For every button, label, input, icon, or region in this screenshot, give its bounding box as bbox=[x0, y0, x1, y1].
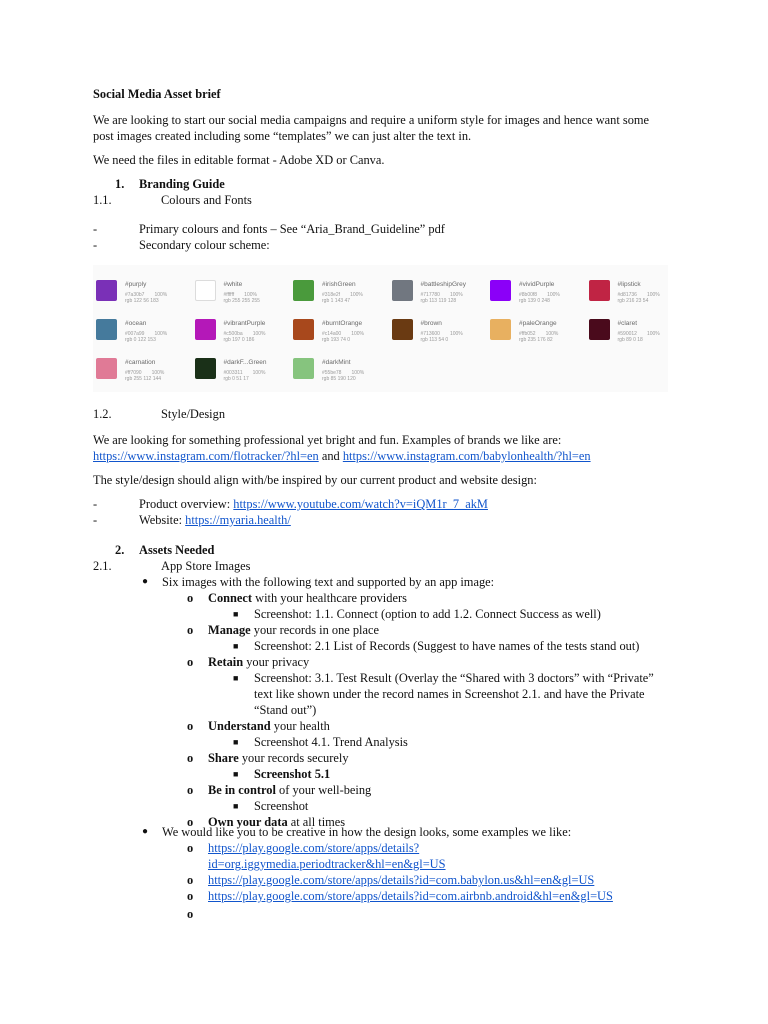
product-overview-link[interactable]: https://www.youtube.com/watch?v=iQM1r_7_akM bbox=[233, 497, 488, 511]
square-marker: ■ bbox=[233, 769, 239, 779]
colour-swatch bbox=[192, 312, 282, 344]
colour-name: #purply bbox=[125, 281, 147, 288]
primary-colours-line: Primary colours and fonts – See “Aria_Brand_Guideline” pdf bbox=[139, 222, 445, 236]
colour-hex-value: #ff7090 bbox=[125, 370, 142, 376]
colour-hex-value: #717780 bbox=[420, 292, 440, 298]
bullet-six-images: Six images with the following text and supported by an app image: bbox=[162, 575, 495, 589]
o-marker: o bbox=[187, 889, 194, 903]
section-2-heading: Assets Needed bbox=[139, 543, 215, 557]
section-1-number: 1. bbox=[115, 177, 125, 191]
colour-opacity: 100% bbox=[351, 331, 364, 337]
square-marker: ■ bbox=[233, 673, 239, 683]
colour-opacity: 100% bbox=[646, 292, 660, 298]
square-marker: ■ bbox=[233, 801, 239, 811]
subsection-2-1-number: 2.1. bbox=[93, 559, 112, 573]
colour-name: #irishGreen bbox=[322, 281, 356, 288]
colour-chip bbox=[392, 319, 413, 340]
section-1-heading: Branding Guide bbox=[139, 177, 225, 191]
website-label: Website: bbox=[139, 513, 183, 527]
colour-hex-value: #c500ba bbox=[223, 331, 243, 337]
dash-marker: - bbox=[93, 513, 98, 527]
colour-swatch bbox=[93, 273, 183, 305]
example-link-1a[interactable]: https://play.google.com/store/apps/details? bbox=[208, 841, 420, 855]
dash-marker: - bbox=[93, 497, 98, 511]
colour-rgb: rgb 197 0 186 bbox=[223, 337, 255, 343]
colour-name: #darkMint bbox=[322, 359, 351, 366]
colour-rgb: rgb 193 74 0 bbox=[322, 337, 351, 343]
colour-opacity: 100% bbox=[154, 331, 168, 337]
o-marker: o bbox=[187, 841, 194, 855]
colour-name: #vividPurple bbox=[519, 281, 555, 288]
colour-name: #darkF...Green bbox=[223, 359, 267, 366]
flo-instagram-link[interactable]: https://www.instagram.com/flotracker/?hl=en bbox=[93, 449, 319, 463]
colour-rgb: rgb 0 122 153 bbox=[125, 337, 156, 343]
colour-opacity: 100% bbox=[244, 292, 257, 298]
colour-chip bbox=[392, 280, 413, 301]
colour-opacity: 100% bbox=[646, 331, 660, 337]
colour-opacity: 100% bbox=[547, 292, 560, 298]
colour-hex-value: #007a99 bbox=[125, 331, 145, 337]
and-word: and bbox=[321, 449, 340, 463]
colour-swatch bbox=[290, 312, 380, 344]
colour-hex-value: #55be78 bbox=[322, 370, 342, 376]
colour-rgb: rgb 139 0 248 bbox=[519, 298, 550, 304]
colour-hex-value: #ffffff bbox=[223, 292, 235, 298]
o-marker: o bbox=[187, 751, 194, 765]
colour-hex-value: #c14a00 bbox=[322, 331, 342, 337]
style-text-1: We are looking for something professional yet bright and fun. Examples of brands we like are: bbox=[93, 433, 562, 447]
colour-hex-value: #590012 bbox=[617, 331, 637, 337]
colour-rgb: rgb 89 0 18 bbox=[617, 337, 643, 343]
colour-rgb: rgb 85 190 120 bbox=[322, 376, 356, 382]
colour-chip bbox=[96, 358, 117, 379]
colour-name: #ocean bbox=[125, 320, 147, 327]
document-title: Social Media Asset brief bbox=[93, 87, 221, 101]
subsection-1-1-label: Colours and Fonts bbox=[161, 193, 252, 207]
colour-name: #burntOrange bbox=[322, 320, 363, 327]
intro-line-1: We are looking to start our social media campaigns and require a uniform style for images and hence want some bbox=[93, 113, 650, 127]
colour-chip bbox=[293, 280, 314, 301]
colour-name: #claret bbox=[617, 320, 638, 327]
colour-rgb: rgb 113 119 128 bbox=[420, 298, 457, 304]
colour-rgb: rgb 1 143 47 bbox=[322, 298, 351, 304]
item-keyword: Connect bbox=[208, 591, 253, 605]
colour-swatch bbox=[192, 273, 282, 305]
item-keyword: Manage bbox=[208, 623, 251, 637]
colour-rgb: rgb 255 112 144 bbox=[125, 376, 162, 382]
screenshot-note: Screenshot: 3.1. Test Result (Overlay the “Shared with 3 doctors” with “Private” bbox=[254, 671, 654, 685]
app-store-item bbox=[208, 750, 349, 766]
colour-swatch bbox=[93, 312, 183, 344]
colour-chip bbox=[293, 319, 314, 340]
o-marker: o bbox=[187, 655, 194, 669]
screenshot-note: Screenshot bbox=[254, 799, 309, 813]
colour-swatch bbox=[290, 351, 380, 383]
colour-rgb: rgb 113 54 0 bbox=[420, 337, 449, 343]
colour-chip bbox=[589, 280, 610, 301]
colour-chip bbox=[195, 280, 216, 301]
colour-name: #lipstick bbox=[617, 281, 641, 288]
colour-chip bbox=[195, 358, 216, 379]
colour-swatch bbox=[290, 273, 380, 305]
colour-rgb: rgb 255 255 255 bbox=[223, 298, 260, 304]
app-store-item bbox=[208, 622, 379, 638]
example-link-2[interactable]: https://play.google.com/store/apps/details?id=com.babylon.us&hl=en&gl=US bbox=[208, 873, 595, 887]
intro-line-3: We need the files in editable format - Adobe XD or Canva. bbox=[93, 153, 385, 167]
item-text: your privacy bbox=[243, 655, 310, 669]
colour-opacity: 100% bbox=[449, 331, 463, 337]
colour-chip bbox=[490, 280, 511, 301]
example-link-3[interactable]: https://play.google.com/store/apps/details?id=com.airbnb.android&hl=en&gl=US bbox=[208, 889, 613, 903]
bullet-marker: ● bbox=[142, 826, 149, 837]
dash-marker: - bbox=[93, 222, 98, 236]
colour-opacity: 100% bbox=[545, 331, 559, 337]
colour-name: #white bbox=[223, 281, 243, 288]
colour-swatch bbox=[93, 351, 183, 383]
screenshot-note: Screenshot: 1.1. Connect (option to add 1.2. Connect Success as well) bbox=[254, 607, 601, 621]
product-overview-line bbox=[139, 496, 488, 512]
colour-hex-value: #003311 bbox=[223, 370, 243, 376]
colour-rgb: rgb 235 176 82 bbox=[519, 337, 553, 343]
item-keyword: Understand bbox=[208, 719, 271, 733]
colour-name: #paleOrange bbox=[519, 320, 557, 327]
colour-swatch bbox=[586, 312, 676, 344]
website-line bbox=[139, 512, 291, 528]
colour-hex-value: #d81736 bbox=[617, 292, 637, 298]
colour-rgb: rgb 216 23 54 bbox=[617, 298, 649, 304]
colour-chip bbox=[96, 280, 117, 301]
square-marker: ■ bbox=[233, 641, 239, 651]
bullet-marker: ● bbox=[142, 576, 149, 587]
colour-name: #battleshipGrey bbox=[420, 281, 467, 288]
subsection-1-2-number: 1.2. bbox=[93, 407, 112, 421]
colour-opacity: 100% bbox=[351, 370, 365, 376]
colour-opacity: 100% bbox=[449, 292, 463, 298]
colour-swatch bbox=[586, 273, 676, 305]
colour-chip bbox=[293, 358, 314, 379]
colour-hex-value: #7a30b7 bbox=[125, 292, 145, 298]
item-text: your health bbox=[270, 719, 330, 733]
colour-name: #vibrantPurple bbox=[223, 320, 266, 327]
bullet-creative: We would like you to be creative in how the design looks, some examples we like: bbox=[162, 825, 572, 839]
colour-chip bbox=[490, 319, 511, 340]
dash-marker: - bbox=[93, 238, 98, 252]
colour-hex-value: #713600 bbox=[420, 331, 440, 337]
item-keyword: Retain bbox=[208, 655, 244, 669]
screenshot-note: Screenshot 5.1 bbox=[254, 767, 331, 781]
o-marker: o bbox=[187, 719, 194, 733]
example-link-1b[interactable]: id=org.iggymedia.periodtracker&hl=en&gl=US bbox=[208, 857, 446, 871]
item-text: with your healthcare providers bbox=[252, 591, 407, 605]
screenshot-note: Screenshot: 2.1 List of Records (Suggest to have names of the tests stand out) bbox=[254, 639, 640, 653]
product-overview-label: Product overview: bbox=[139, 497, 231, 511]
section-2-number: 2. bbox=[115, 543, 125, 557]
item-text: your records in one place bbox=[250, 623, 380, 637]
screenshot-note: Screenshot 4.1. Trend Analysis bbox=[254, 735, 408, 749]
colour-opacity: 100% bbox=[252, 370, 266, 376]
style-text-2: The style/design should align with/be inspired by our current product and website design: bbox=[93, 473, 537, 487]
brand-links-line bbox=[93, 448, 591, 464]
website-link[interactable]: https://myaria.health/ bbox=[185, 513, 291, 527]
o-marker: o bbox=[187, 623, 194, 637]
o-marker: o bbox=[187, 591, 194, 605]
colour-chip bbox=[195, 319, 216, 340]
app-store-item bbox=[208, 718, 330, 734]
colour-name: #carnation bbox=[125, 359, 156, 366]
secondary-colours-line: Secondary colour scheme: bbox=[139, 238, 270, 252]
colour-swatch bbox=[487, 273, 577, 305]
colour-hex-value: #8b00f8 bbox=[519, 292, 538, 298]
colour-swatch bbox=[487, 312, 577, 344]
o-marker: o bbox=[187, 873, 194, 887]
o-marker: o bbox=[187, 815, 194, 829]
app-store-item bbox=[208, 782, 371, 798]
item-keyword: Be in control bbox=[208, 783, 276, 797]
colour-opacity: 100% bbox=[154, 292, 168, 298]
colour-swatch bbox=[389, 273, 479, 305]
colour-swatch bbox=[192, 351, 282, 383]
subsection-1-2-label: Style/Design bbox=[161, 407, 226, 421]
app-store-item bbox=[208, 590, 407, 606]
square-marker: ■ bbox=[233, 737, 239, 747]
colour-hex-value: #ffb052 bbox=[519, 331, 536, 337]
screenshot-note: “Stand out”) bbox=[254, 703, 317, 717]
screenshot-note: text like shown under the record names in Screenshot 2.1. and have the Private bbox=[254, 687, 645, 701]
item-text: your records securely bbox=[238, 751, 349, 765]
colour-opacity: 100% bbox=[151, 370, 165, 376]
square-marker: ■ bbox=[233, 609, 239, 619]
colour-swatch-panel bbox=[93, 265, 668, 392]
o-marker: o bbox=[187, 783, 194, 797]
item-text: at all times bbox=[287, 815, 346, 829]
item-text: of your well-being bbox=[275, 783, 372, 797]
colour-name: #brown bbox=[420, 320, 442, 327]
item-keyword: Own your data bbox=[208, 815, 288, 829]
subsection-1-1-number: 1.1. bbox=[93, 193, 112, 207]
app-store-item bbox=[208, 654, 309, 670]
item-keyword: Share bbox=[208, 751, 239, 765]
colour-chip bbox=[96, 319, 117, 340]
colour-hex-value: #318e2f bbox=[322, 292, 341, 298]
colour-opacity: 100% bbox=[252, 331, 266, 337]
intro-line-2: post images created including some “templates” we can just alter the text in. bbox=[93, 129, 472, 143]
colour-rgb: rgb 122 56 183 bbox=[125, 298, 159, 304]
babylon-instagram-link[interactable]: https://www.instagram.com/babylonhealth/?hl=en bbox=[342, 449, 591, 463]
o-marker: o bbox=[187, 907, 194, 921]
colour-rgb: rgb 0 51 17 bbox=[223, 376, 249, 382]
colour-opacity: 100% bbox=[350, 292, 363, 298]
subsection-2-1-label: App Store Images bbox=[161, 559, 251, 573]
colour-chip bbox=[589, 319, 610, 340]
colour-swatch bbox=[389, 312, 479, 344]
